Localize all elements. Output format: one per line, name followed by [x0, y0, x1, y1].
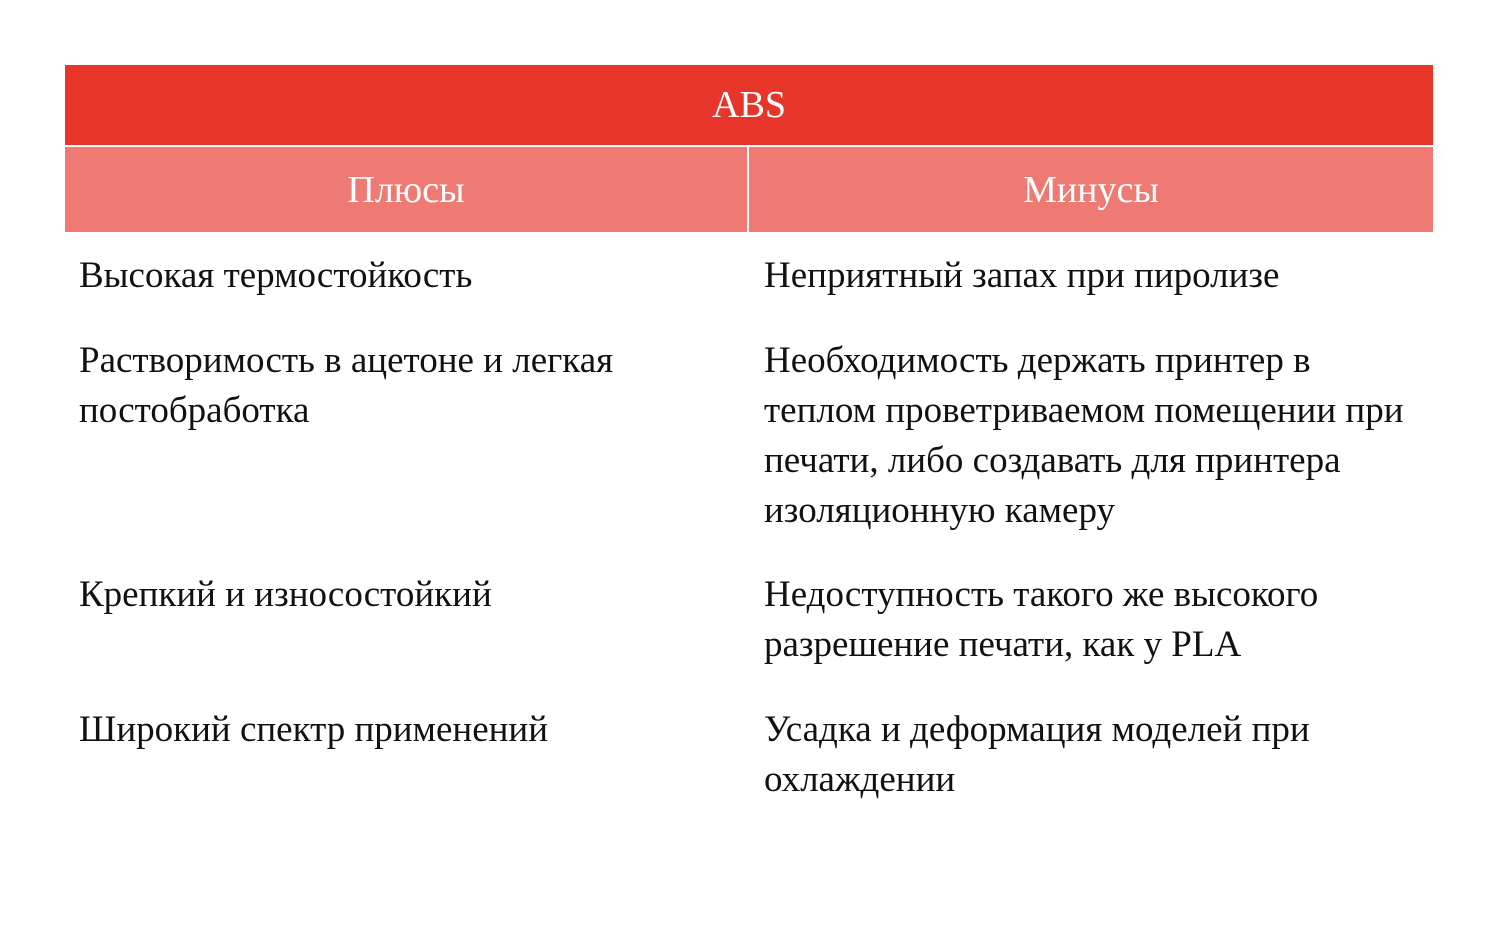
- table-title: ABS: [65, 65, 1433, 147]
- pro-cell: Растворимость в ацетоне и легкая постобработка: [79, 340, 614, 431]
- header-cons: Минусы: [749, 147, 1433, 232]
- con-cell: Неприятный запах при пиролизе: [764, 255, 1280, 296]
- con-cell: Усадка и деформация моделей при охлаждении: [764, 709, 1310, 800]
- pro-cell: Высокая термостойкость: [79, 255, 473, 296]
- table-row: [65, 705, 1433, 805]
- table-row: [65, 570, 1433, 670]
- header-pros: Плюсы: [65, 147, 749, 232]
- pro-cell: Широкий спектр применений: [79, 709, 549, 750]
- table-row: [65, 336, 1433, 536]
- con-cell: Необходимость держать принтер в теплом проветриваемом помещении при печати, либо создавать для принтера изоляционную камеру: [764, 340, 1404, 531]
- abs-comparison-table: [65, 65, 1433, 800]
- pro-cell: Крепкий и износостойкий: [79, 574, 492, 615]
- table-row: [65, 251, 1433, 301]
- table-header-row: [65, 147, 1433, 232]
- table-body: [65, 232, 1433, 805]
- con-cell: Недоступность такого же высокого разрешение печати, как у PLA: [764, 574, 1319, 665]
